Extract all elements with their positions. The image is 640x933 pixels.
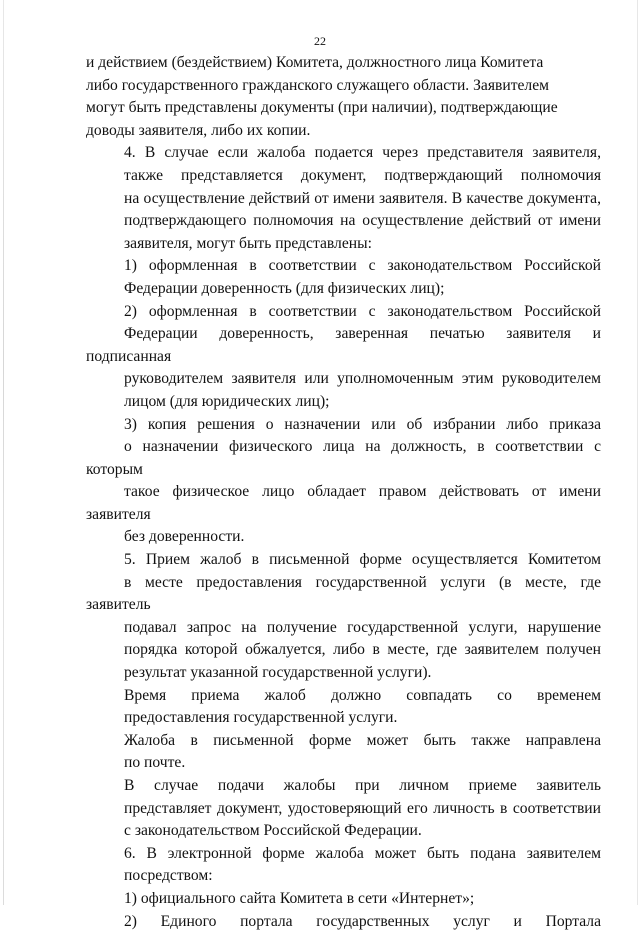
text-line: 4. В случае если жалоба подается через представителя заявителя, [124,144,601,162]
document-body [86,52,601,933]
text-line: результат указанной государственной услуги). [124,664,432,682]
text-line: подтверждающего полномочия на осуществление действий от имени [124,212,601,230]
text-line: либо государственного гражданского служащего области. Заявителем [86,76,550,94]
page-number: 22 [314,34,326,48]
text-line: на осуществление действий от имени заявителя. В качестве документа, [124,189,601,207]
text-line: с законодательством Российской Федерации. [124,822,422,840]
text-line: В случае подачи жалобы при личном приеме заявитель [124,777,601,794]
text-line: и действием (бездействием) Комитета, должностного лица Комитета [86,54,544,71]
paragraph [86,255,601,300]
paragraph [86,685,601,730]
text-line: руководителем заявителя или уполномоченным этим руководителем [124,370,601,388]
text-line: посредством: [124,867,213,885]
text-line: без доверенности. [124,528,245,546]
scan-edge-right [637,0,638,905]
scan-edge-left [3,0,4,905]
text-line: лицом (для юридических лиц); [124,392,330,410]
text-line: Время приема жалоб должно совпадать со временем [124,686,601,704]
text-line: такое физическое лицо обладает правом действовать от имени заявителя [86,483,601,523]
text-line: 5. Прием жалоб в письменной форме осуществляется Комитетом [124,551,601,569]
paragraph [86,142,601,255]
text-line: представляет документ, удостоверяющий его личность в соответствии [124,799,601,817]
paragraph [86,730,601,775]
paragraph [86,775,601,843]
paragraph [86,843,601,888]
text-line: 1) официального сайта Комитета в сети «Интернет»; [124,889,475,907]
text-line: 2) Единого портала государственных услуг и Портала [124,912,601,930]
paragraph [86,301,601,414]
paragraph [86,911,601,933]
text-line: также представляется документ, подтверждающий полномочия [124,166,601,184]
text-line: о назначении физического лица на должность, в соответствии с которым [86,438,601,478]
text-line: по почте. [124,754,186,772]
text-line: 2) оформленная в соответствии с законодательством Российской [124,302,601,320]
text-line: заявителя, могут быть представлены: [124,234,372,252]
text-line: могут быть представлены документы (при наличии), подтверждающие [86,99,558,117]
paragraph [86,888,601,911]
text-line: 3) копия решения о назначении или об избрании либо приказа [124,415,601,433]
text-line: Жалоба в письменной форме может быть также направлена [124,731,601,749]
paragraph [86,52,601,142]
paragraph [86,549,601,685]
text-line: 1) оформленная в соответствии с законодательством Российской [124,257,601,275]
text-line: Федерации доверенность (для физических лиц); [124,279,445,297]
text-line: доводы заявителя, либо их копии. [86,121,311,139]
paragraph [86,414,601,550]
text-line: 6. В электронной форме жалоба может быть подана заявителем [124,844,601,862]
text-line: порядка которой обжалуется, либо в месте, где заявителем получен [124,641,601,659]
text-line: Федерации доверенность, заверенная печатью заявителя и подписанная [86,325,601,365]
text-line: подавал запрос на получение государственной услуги, нарушение [124,618,601,636]
text-line: предоставления государственной услуги. [124,709,398,727]
text-line: в месте предоставления государственной услуги (в месте, где заявитель [86,573,601,614]
